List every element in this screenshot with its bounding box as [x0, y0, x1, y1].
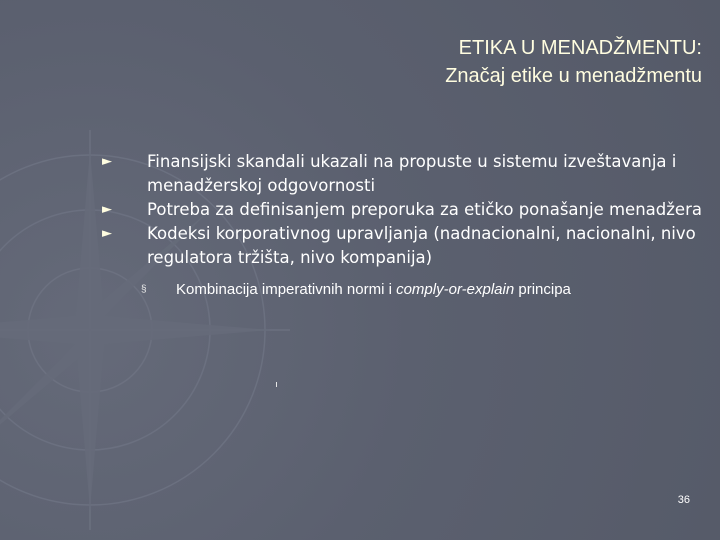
triangle-right-icon: ► — [102, 202, 112, 217]
square-bullet-icon: § — [141, 284, 147, 295]
bullet-item — [100, 222, 710, 270]
bullet-list — [100, 150, 710, 302]
bullet-text: Potreba za definisanjem preporuka za etičko ponašanje menadžera — [147, 200, 702, 219]
triangle-right-icon: ► — [102, 226, 112, 241]
bullet-text: Finansijski skandali ukazali na propuste u sistemu izveštavanja i menadžerskoj odgovornosti — [147, 152, 677, 195]
title-line-2: Značaj etike u menadžmentu — [445, 65, 702, 87]
sub-bullet-suffix: principa — [514, 281, 571, 298]
bullet-item — [100, 198, 710, 222]
stray-mark — [276, 382, 277, 387]
sub-bullet-prefix: Kombinacija imperativnih normi i — [176, 281, 397, 298]
page-number: 36 — [677, 494, 690, 506]
sub-bullet-item — [100, 278, 710, 302]
bullet-item — [100, 150, 710, 198]
title-line-1: ETIKA U MENADŽMENTU: — [458, 37, 702, 59]
bullet-text: Kodeksi korporativnog upravljanja (nadnacionalni, nacionalni, nivo regulatora tržišta, nivo kompanija) — [147, 224, 696, 267]
triangle-right-icon: ► — [102, 154, 112, 169]
slide-title — [445, 34, 702, 90]
sub-bullet-italic: comply-or-explain — [396, 281, 515, 298]
